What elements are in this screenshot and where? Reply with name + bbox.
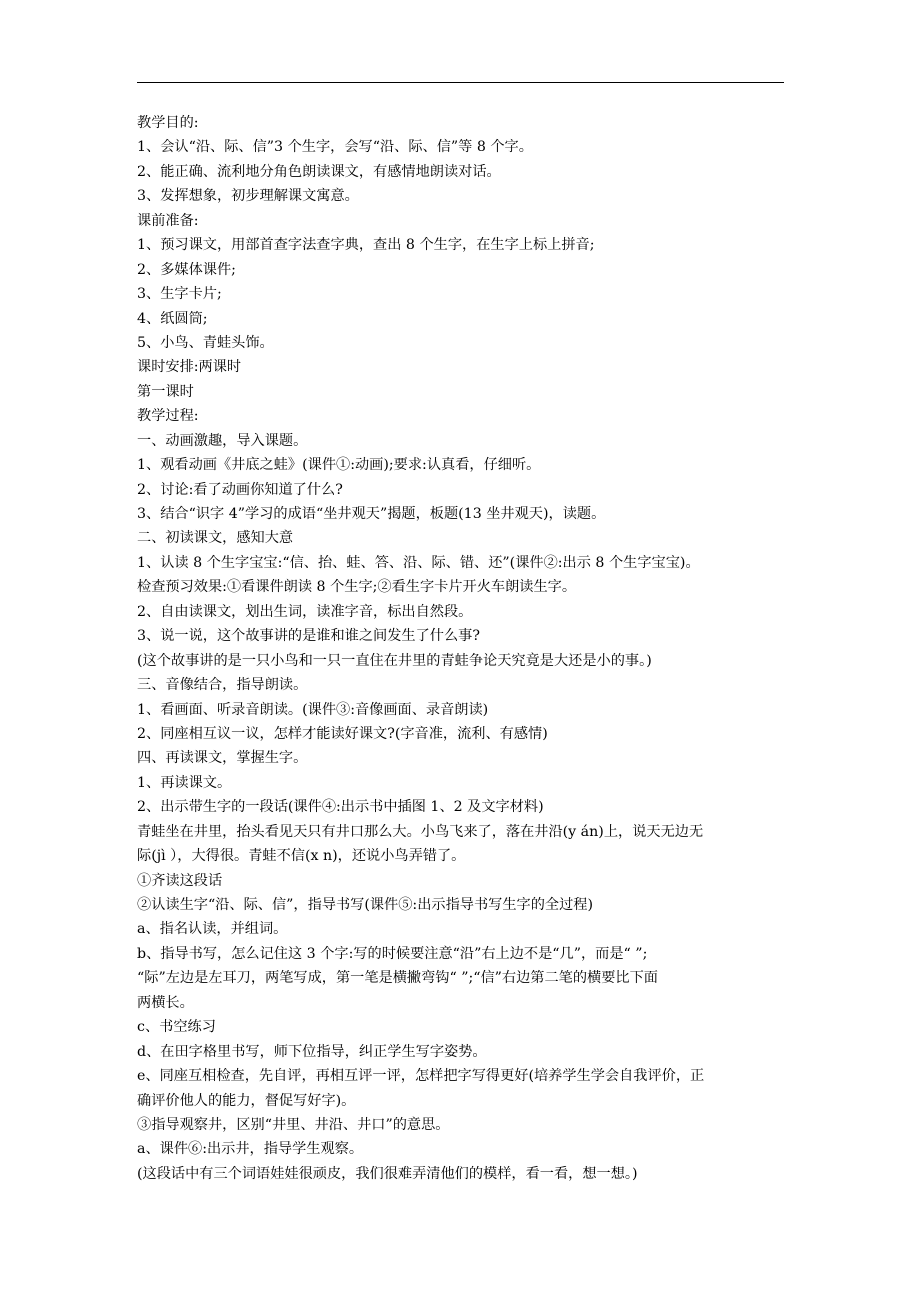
- text-line: a、指名认读，并组词。: [137, 921, 288, 938]
- text-line: 4、纸圆筒;: [137, 310, 208, 327]
- text-line: 2、多媒体课件;: [137, 261, 236, 278]
- document-body: [137, 111, 787, 1186]
- text-line: “际”左边是左耳刀，两笔写成，第一笔是横撇弯钩“ ”;“信”右边第二笔的横要比下面: [137, 970, 658, 987]
- text-line: 3、结合“识字 4”学习的成语“坐井观天”揭题，板题(13 坐井观天)，读题。: [137, 506, 606, 522]
- text-line: 教学过程:: [137, 408, 199, 425]
- text-line: 确评价他人的能力，督促写好字)。: [137, 1092, 356, 1109]
- text-line: 1、预习课文，用部首查字法查字典，查出 8 个生字，在生字上标上拼音;: [137, 237, 595, 254]
- text-line: a、课件⑥:出示井，指导学生观察。: [137, 1141, 364, 1158]
- text-line: 四、再读课文，掌握生字。: [137, 750, 308, 767]
- text-line: 1、观看动画《井底之蛙》(课件①:动画);要求:认真看，仔细听。: [137, 457, 541, 474]
- text-line: 第一课时: [137, 383, 194, 400]
- text-line: ②认读生字“沿、际、信”，指导书写(课件⑤:出示指导书写生字的全过程): [137, 897, 593, 913]
- text-line: 3、说一说，这个故事讲的是谁和谁之间发生了什么事?: [137, 628, 480, 645]
- text-line: e、同座互相检查，先自评，再相互评一评，怎样把字写得更好(培养学生学会自我评价，正: [137, 1068, 705, 1085]
- header-rule: [137, 82, 784, 83]
- text-line: 一、动画激趣，导入课题。: [137, 432, 308, 449]
- text-line: (这个故事讲的是一只小鸟和一只一直住在井里的青蛙争论天究竟是大还是小的事。): [137, 652, 652, 669]
- text-line: 课前准备:: [137, 212, 199, 229]
- text-line: 青蛙坐在井里，抬头看见天只有井口那么大。小鸟飞来了，落在井沿(y án)上，说天无边无: [137, 823, 704, 840]
- text-line: 际(jì ），大得很。青蛙不信(x n)，还说小鸟弄错了。: [137, 848, 466, 865]
- text-line: 2、同座相互议一议，怎样才能读好课文?(字音准，流利、有感情): [137, 725, 548, 742]
- text-line: c、书空练习: [137, 1019, 216, 1036]
- text-line: 3、生字卡片;: [137, 286, 222, 303]
- text-line: 课时安排:两课时: [137, 359, 242, 376]
- text-line: 5、小鸟、青蛙头饰。: [137, 334, 274, 351]
- text-line: 检查预习效果:①看课件朗读 8 个生字;②看生字卡片开火车朗读生字。: [137, 579, 577, 596]
- text-line: 1、认读 8 个生字宝宝:“信、抬、蛙、答、沿、际、错、还”(课件②:出示 8 个生字宝宝)。: [137, 554, 700, 571]
- text-line: 3、发挥想象，初步理解课文寓意。: [137, 188, 359, 205]
- text-line: 二、初读课文，感知大意: [137, 530, 294, 547]
- text-line: 2、讨论:看了动画你知道了什么?: [137, 481, 343, 498]
- text-line: 2、自由读课文，划出生词，读准字音，标出自然段。: [137, 603, 473, 620]
- text-line: 2、能正确、流利地分角色朗读课文，有感情地朗读对话。: [137, 163, 501, 180]
- text-line: 2、出示带生字的一段话(课件④:出示书中插图 1、2 及文字材料): [137, 799, 544, 816]
- text-line: 教学目的:: [137, 115, 199, 131]
- text-line: 三、音像结合，指导朗读。: [137, 677, 308, 694]
- text-line: ①齐读这段话: [137, 872, 223, 889]
- text-line: 1、会认“沿、际、信”3 个生字，会写“沿、际、信”等 8 个字。: [137, 139, 533, 156]
- text-line: 1、看画面、听录音朗读。(课件③:音像画面、录音朗读): [137, 701, 489, 718]
- text-line: 1、再读课文。: [137, 774, 232, 791]
- text-line: b、指导书写，怎么记住这 3 个字:写的时候要注意“沿”右上边不是“几”，而是“ ”;: [137, 945, 648, 962]
- text-line: (这段话中有三个词语娃娃很顽皮，我们很难弄清他们的模样，看一看，想一想。): [137, 1165, 638, 1182]
- text-line: 两横长。: [137, 994, 194, 1011]
- text-line: d、在田字格里书写，师下位指导，纠正学生写字姿势。: [137, 1043, 487, 1060]
- text-line: ③指导观察井，区别“井里、井沿、井口”的意思。: [137, 1116, 450, 1133]
